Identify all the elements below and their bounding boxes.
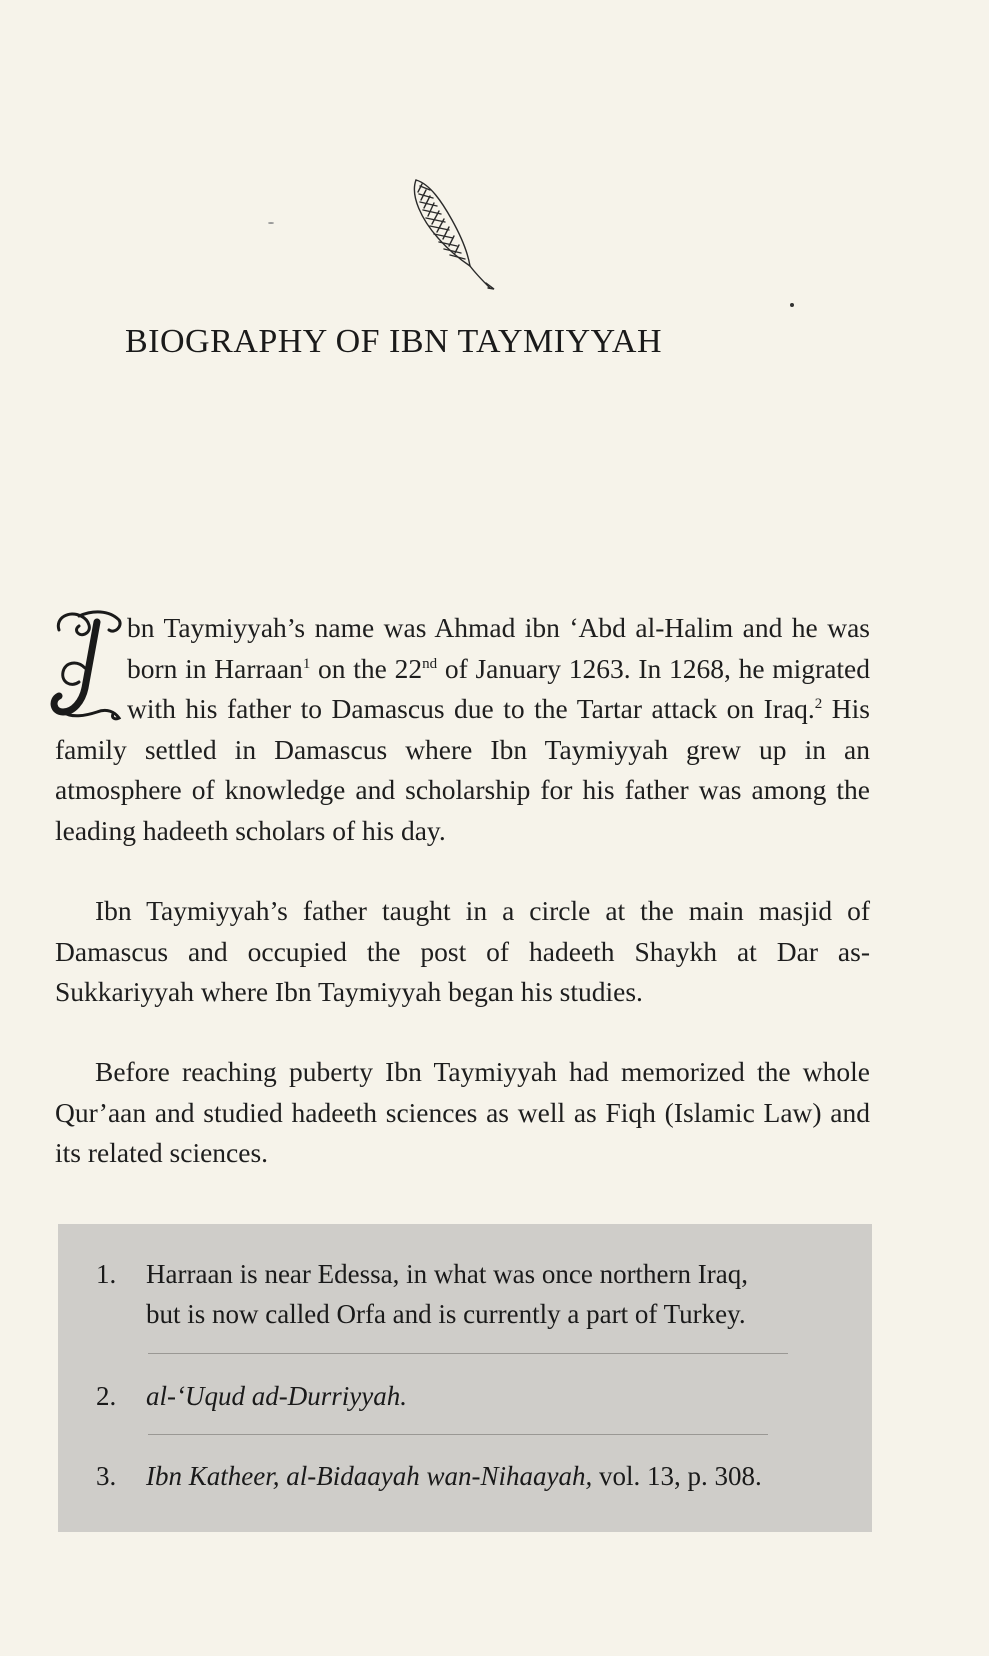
intro-text-d: His family settled in Damascus where Ibn Taymiyyah grew up in an atmosphere of knowledge and scholarship for his father was among the leading hadeeth scholars of his day. [55, 693, 871, 846]
footnote-text: al-‘Uqud ad-Durriyyah. [146, 1381, 407, 1411]
intro-text-a: bn Taymiyyah’s name was Ahmad ibn ‘Abd al-Halim and he was born in Harraan [127, 612, 870, 684]
dropcap-letter [49, 608, 50, 609]
footnote-ref-2[interactable]: 2 [814, 695, 823, 712]
ink-speck [790, 303, 794, 307]
footnote-line: Harraan is near Edessa, in what was once northern Iraq, [146, 1259, 749, 1289]
footnote-source-location: vol. 13, p. 308. [592, 1461, 762, 1491]
paragraph-intro [55, 608, 870, 851]
footnote-source-title: Ibn Katheer, al-Bidaayah wan-Nihaayah, [146, 1461, 593, 1491]
paragraph-education: Before reaching puberty Ibn Taymiyyah had memorized the whole Qur’aan and studied hadeeth sciences as well as Fiqh (Islamic Law) and its related sciences. [55, 1056, 870, 1168]
chapter-title: BIOGRAPHY OF IBN TAYMIYYAH [125, 323, 663, 360]
footnote-ref-1[interactable]: 1 [302, 655, 311, 672]
footnotes-box [58, 1224, 872, 1532]
dropcap-ornament [49, 608, 123, 722]
footnote-number: 1. [96, 1259, 117, 1289]
footnote-divider [148, 1434, 768, 1435]
intro-text-c: of January 1263. In 1268, he migrated with his father to Damascus due to the Tartar attack on Iraq. [127, 652, 870, 724]
footnote-number: 2. [96, 1381, 117, 1411]
feather-icon [408, 176, 504, 294]
ordinal-suffix: nd [422, 655, 438, 672]
ink-speck [268, 222, 274, 224]
footnote-text [146, 1456, 836, 1496]
footnote-number: 3. [96, 1461, 117, 1491]
footnote-divider [148, 1353, 788, 1354]
footnote-text [146, 1254, 836, 1334]
footnote-line: but is now called Orfa and is currently a part of Turkey. [146, 1299, 746, 1329]
intro-text-b: on the 22 [310, 652, 423, 684]
paragraph-father: Ibn Taymiyyah’s father taught in a circle at the main masjid of Damascus and occupied the post of hadeeth Shaykh at Dar as-Sukkariyyah where Ibn Taymiyyah began his studies. [55, 895, 870, 1007]
